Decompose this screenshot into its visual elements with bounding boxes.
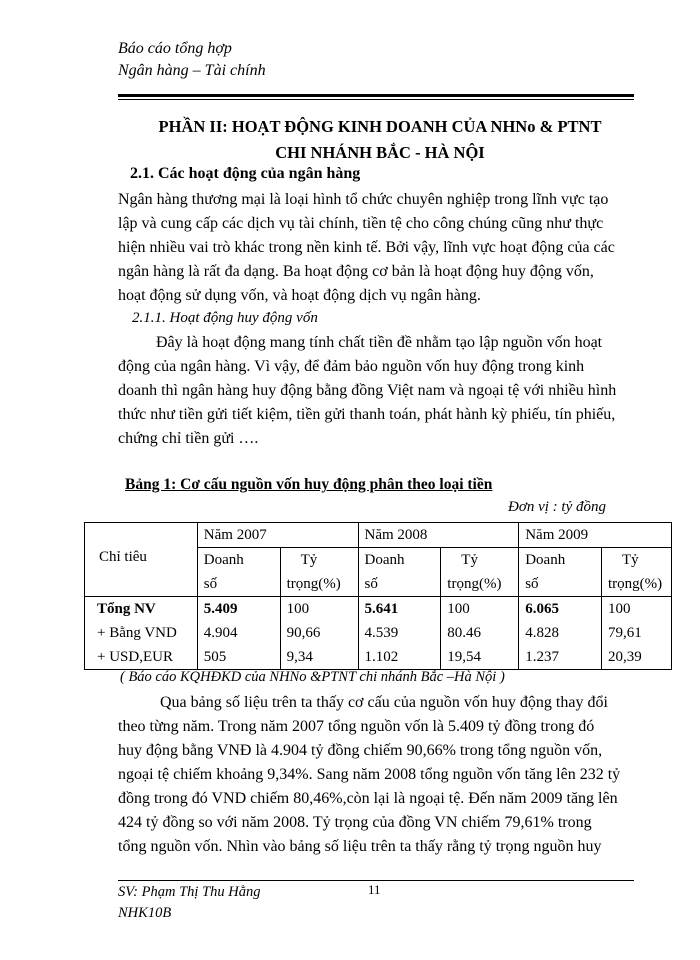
paragraph-line: doanh thì ngân hàng huy động bằng đồng Việt nam và ngoại tệ với nhiều hình [118,382,617,399]
paragraph-line: lập và cung cấp các dịch vụ tài chính, tiền tệ cho công chúng cũng như thực [118,215,604,232]
table-row [85,621,672,645]
sub-header-ty-trong: Tỷ trọng(%) [280,548,358,597]
sub-header-doanh-so: Doanh số [519,548,602,597]
paragraph-line: thức như tiền gửi tiết kiệm, tiền gửi thanh toán, phát hành kỳ phiếu, tín phiếu, [118,406,616,423]
table-cell: 19,54 [441,645,519,670]
page-number: 11 [368,882,381,897]
table-cell: 5.409 [197,597,280,622]
paragraph-line: ngoại tệ chiếm khoảng 9,34%. Sang năm 2008 tổng nguồn vốn tăng lên 232 tỷ [118,766,621,783]
section-2-1-1-paragraph [118,331,636,451]
row-header-cell: Chỉ tiêu [85,523,198,597]
year-header: Năm 2009 [519,523,672,548]
capital-structure-table [84,522,672,670]
table-cell: 100 [441,597,519,622]
paragraph-line: đồng trong đó VND chiếm 80,46%,còn lại là ngoại tệ. Đến năm 2009 tăng lên [118,790,618,807]
section-2-1-paragraph [118,188,636,308]
sub-header-ty-trong: Tỷ trọng(%) [602,548,672,597]
table-caption: Bảng 1: Cơ cấu nguồn vốn huy động phân theo loại tiền [125,476,493,493]
page-title-line1: PHẦN II: HOẠT ĐỘNG KINH DOANH CỦA NHNo & PTNT [158,117,602,136]
sub-header-ty-trong: Tỷ trọng(%) [441,548,519,597]
report-header-subtitle: Ngân hàng – Tài chính [118,62,266,79]
table-cell: 79,61 [602,621,672,645]
row-label: + Bằng VND [85,621,198,645]
paragraph-line: Ngân hàng thương mại là loại hình tổ chức chuyên nghiệp trong lĩnh vực tạo [118,191,609,208]
paragraph-line: ngân hàng là rất đa dạng. Ba hoạt động cơ bản là hoạt động huy động vốn, [118,263,594,280]
paragraph-line: chứng chỉ tiền gửi …. [118,430,259,447]
table-unit: Đơn vị : tỷ đồng [508,499,606,515]
table-cell: 4.904 [197,621,280,645]
table-source: ( Báo cáo KQHĐKD của NHNo &PTNT chi nhánh Bắc –Hà Nội ) [120,669,505,685]
table-cell: 6.065 [519,597,602,622]
paragraph-line: 424 tỷ đồng so với năm 2008. Tỷ trọng của đồng VN chiếm 79,61% trong [118,814,592,831]
year-header: Năm 2007 [197,523,358,548]
table-cell: 4.828 [519,621,602,645]
year-header: Năm 2008 [358,523,519,548]
header-rule-thin [118,99,634,100]
paragraph-line: hiện nhiều vai trò khác trong nền kinh tế. Bởi vậy, lĩnh vực hoạt động của các [118,239,615,256]
row-label: Tổng NV [85,597,198,622]
table-cell: 505 [197,645,280,670]
analysis-paragraph [118,691,636,859]
sub-header-doanh-so: Doanh số [358,548,441,597]
table-cell: 1.237 [519,645,602,670]
paragraph-line: động của ngân hàng. Vì vậy, để đảm bảo nguồn vốn huy động trong kinh [118,358,585,375]
footer-author: SV: Phạm Thị Thu Hằng [118,884,261,900]
footer-class: NHK10B [118,905,172,921]
header-rule [118,94,634,97]
paragraph-line: tổng nguồn vốn. Nhìn vào bảng số liệu trên ta thấy rằng tỷ trọng nguồn huy [118,838,602,855]
page-title-line2: CHI NHÁNH BẮC - HÀ NỘI [275,143,485,162]
footer-rule [118,880,634,881]
table-header-row-years [85,523,672,548]
row-label: + USD,EUR [85,645,198,670]
sub-header-doanh-so: Doanh số [197,548,280,597]
section-heading-2-1: 2.1. Các hoạt động của ngân hàng [130,165,361,182]
table-cell: 1.102 [358,645,441,670]
report-header-title: Báo cáo tổng hợp [118,40,232,57]
paragraph-line: huy động bằng VNĐ là 4.904 tỷ đồng chiếm 90,66% trong tổng nguồn vốn, [118,742,603,759]
table-cell: 80.46 [441,621,519,645]
paragraph-line: Đây là hoạt động mang tính chất tiền đề nhằm tạo lập nguồn vốn hoạt [156,334,603,351]
paragraph-line: hoạt động sử dụng vốn, và hoạt động dịch vụ ngân hàng. [118,287,481,304]
table-cell: 90,66 [280,621,358,645]
table-cell: 4.539 [358,621,441,645]
section-heading-2-1-1: 2.1.1. Hoạt động huy động vốn [132,310,318,326]
table-row [85,597,672,622]
table-cell: 100 [602,597,672,622]
table-cell: 20,39 [602,645,672,670]
paragraph-line: theo từng năm. Trong năm 2007 tổng nguồn vốn là 5.409 tỷ đồng trong đó [118,718,595,735]
table-cell: 100 [280,597,358,622]
table-cell: 5.641 [358,597,441,622]
table-cell: 9,34 [280,645,358,670]
table-row [85,645,672,670]
paragraph-line: Qua bảng số liệu trên ta thấy cơ cấu của nguồn vốn huy động thay đổi [160,694,608,711]
